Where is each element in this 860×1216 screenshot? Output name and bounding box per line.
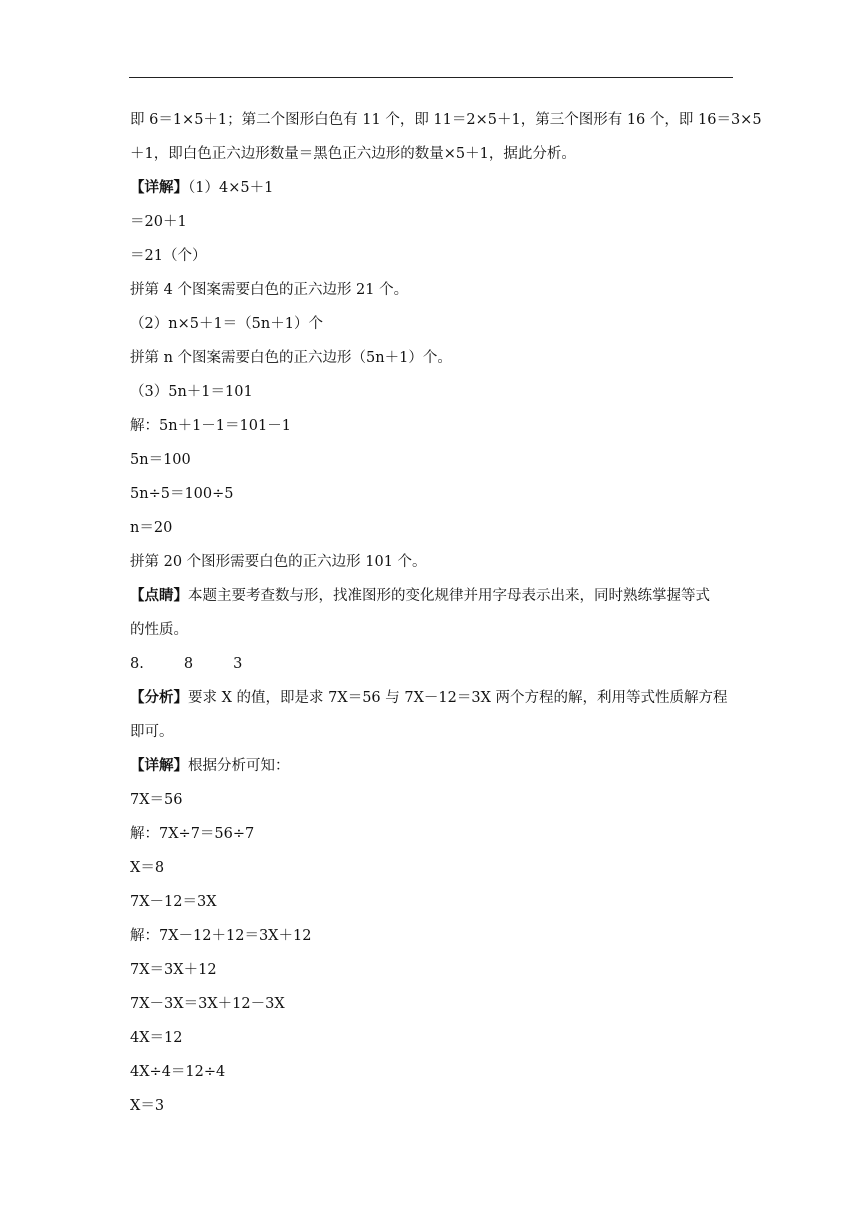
- question-number: 8.: [130, 656, 144, 672]
- text-line: X＝3: [130, 1098, 165, 1114]
- text-line: 【详解】（1）4×5＋1: [130, 179, 274, 196]
- section-tag: 【详解】: [130, 757, 188, 774]
- text-line: 【详解】根据分析可知：: [130, 757, 290, 774]
- text-line: 解：5n＋1－1＝101－1: [130, 418, 291, 434]
- text-line: 7X＝3X＋12: [130, 962, 217, 978]
- text-line: 解：7X÷7＝56÷7: [130, 826, 255, 842]
- section-tag: 【点睛】: [130, 587, 188, 604]
- text-line: ＝21（个）: [130, 248, 207, 264]
- document-body: [130, 103, 762, 1123]
- text-line: 5n÷5＝100÷5: [130, 486, 234, 502]
- text-line: 即可。: [130, 724, 174, 740]
- text-line: 拼第 4 个图案需要白色的正六边形 21 个。: [130, 282, 409, 298]
- text-line: 7X－12＝3X: [130, 894, 217, 910]
- section-tag: 【详解】: [130, 179, 188, 196]
- text-line: 即 6＝1×5＋1；第二个图形白色有 11 个，即 11＝2×5＋1，第三个图形有 16 个，即 16＝3×5: [130, 112, 762, 128]
- text-line: 7X＝56: [130, 792, 183, 808]
- answer-value: 3: [233, 656, 243, 672]
- text-line: n＝20: [130, 520, 173, 536]
- section-tag: 【分析】: [130, 689, 188, 706]
- text-line: ＝20＋1: [130, 214, 187, 230]
- text-line: （3）5n＋1＝101: [130, 384, 253, 400]
- text-line: 拼第 n 个图案需要白色的正六边形（5n＋1）个。: [130, 350, 452, 366]
- text-line: 4X＝12: [130, 1030, 183, 1046]
- header-rule: [129, 77, 733, 78]
- text-line: 7X－3X＝3X＋12－3X: [130, 996, 285, 1012]
- text-line: ＋1，即白色正六边形数量＝黑色正六边形的数量×5＋1，据此分析。: [130, 146, 576, 162]
- text-line: 5n＝100: [130, 452, 191, 468]
- text-line: 解：7X－12＋12＝3X＋12: [130, 928, 312, 944]
- text-line: 拼第 20 个图形需要白色的正六边形 101 个。: [130, 554, 427, 570]
- text-line: 【点睛】本题主要考查数与形，找准图形的变化规律并用字母表示出来，同时熟练掌握等式: [130, 587, 710, 604]
- text-line: 【分析】要求 X 的值，即是求 7X＝56 与 7X－12＝3X 两个方程的解，利用等式性质解方程: [130, 689, 728, 706]
- text-line: 的性质。: [130, 622, 188, 638]
- answer-line: [130, 647, 736, 681]
- text-line: （2）n×5＋1＝（5n＋1）个: [130, 316, 323, 332]
- text-line: 4X÷4＝12÷4: [130, 1064, 226, 1080]
- answer-value: 8: [183, 656, 194, 672]
- text-line: X＝8: [130, 860, 165, 876]
